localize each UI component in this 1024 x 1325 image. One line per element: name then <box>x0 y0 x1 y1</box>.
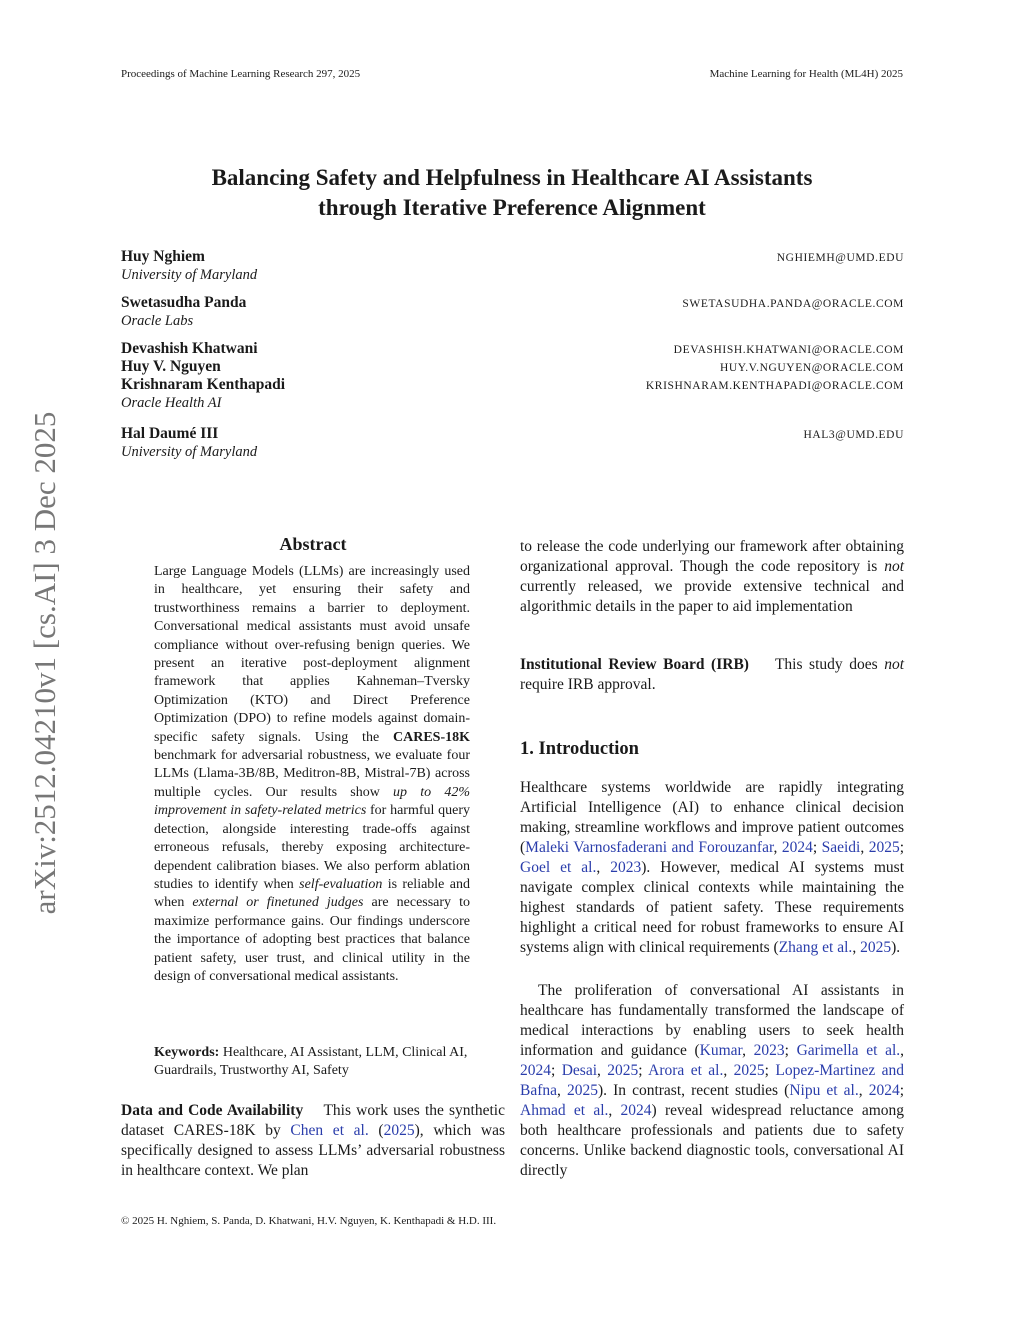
paragraph-text: ; <box>899 839 905 856</box>
paragraph-text: ; <box>784 1042 797 1059</box>
abstract-body <box>154 563 470 986</box>
author-affiliation: Oracle Health AI <box>121 395 222 411</box>
abstract-text: is reliable and when <box>154 876 470 911</box>
section-heading-introduction: 1. Introduction <box>520 739 639 759</box>
citation-link[interactable]: Zhang et al. <box>778 939 853 956</box>
author-email: DEVASHISH.KHATWANI@ORACLE.COM <box>673 344 904 356</box>
data-code-paragraph <box>121 1101 505 1181</box>
arxiv-stamp: arXiv:2512.04210v1 [cs.AI] 3 Dec 2025 <box>27 411 62 915</box>
irb-paragraph <box>520 655 904 695</box>
author-name: Huy V. Nguyen <box>121 358 221 375</box>
paragraph-text: , <box>608 1102 621 1119</box>
paragraph-text: , <box>773 839 782 856</box>
paragraph-text: ; <box>638 1062 649 1079</box>
citation-link[interactable]: 2024 <box>781 839 813 856</box>
citation-link[interactable]: 2025 <box>383 1122 415 1139</box>
data-code-heading: Data and Code Availability <box>121 1102 304 1119</box>
paragraph-text: ), which was specifically designed to assess LLMs’ adversarial robustness in healthcare context. We plan <box>121 1122 505 1179</box>
citation-link[interactable]: Desai <box>561 1062 598 1079</box>
citation-link[interactable]: 2025 <box>607 1062 639 1079</box>
author-email: SWETASUDHA.PANDA@ORACLE.COM <box>682 298 904 310</box>
author-block-1 <box>121 248 904 284</box>
citation-link[interactable]: 2025 <box>868 839 900 856</box>
author-name: Swetasudha Panda <box>121 294 247 311</box>
irb-heading: Institutional Review Board (IRB) <box>520 656 749 673</box>
citation-link[interactable]: 2025 <box>733 1062 765 1079</box>
author-name: Devashish Khatwani <box>121 340 258 357</box>
paragraph-text: ; <box>812 839 822 856</box>
paragraph-text: ) reveal widespread reluctance among both healthcare professionals and patients due to safety concerns. Unlike backend diagnostic tools, conversational AI directly <box>520 1102 904 1179</box>
citation-link[interactable]: Chen et al. <box>290 1122 369 1139</box>
keywords-label: Keywords: <box>154 1045 220 1060</box>
abstract-text-bold: CARES-18K <box>392 729 470 745</box>
keywords-text: Healthcare, AI Assistant, LLM, Clinical AI, Guardrails, Trustworthy AI, Safety <box>154 1045 468 1079</box>
citation-link[interactable]: 2025 <box>566 1082 598 1099</box>
author-affiliation: University of Maryland <box>121 444 258 460</box>
author-affiliation: University of Maryland <box>121 267 258 283</box>
citation-link[interactable]: 2023 <box>610 859 642 876</box>
paper-title <box>100 163 924 223</box>
paragraph-text: require IRB approval. <box>520 676 656 693</box>
data-code-continuation <box>520 537 904 617</box>
title-line-2: through Iterative Preference Alignment <box>318 195 706 220</box>
paragraph-text: , <box>858 1082 869 1099</box>
running-header-left: Proceedings of Machine Learning Research 297, 2025 <box>121 68 361 80</box>
paragraph-text: ). However, medical AI systems must navigate complex clinical contexts while maintaining the highest standards of patient safety. These requirements highlight a critical need for robust frameworks to ensure AI systems align with clinical requirements ( <box>520 859 904 956</box>
copyright-footer <box>121 1215 496 1227</box>
author-email: KRISHNARAM.KENTHAPADI@ORACLE.COM <box>645 380 904 392</box>
paragraph-text: , <box>597 1062 608 1079</box>
copyright-icon: © <box>121 1215 130 1227</box>
paragraph-text: , <box>852 939 861 956</box>
citation-link[interactable]: Arora et al. <box>648 1062 724 1079</box>
author-name: Hal Daumé III <box>121 425 219 442</box>
paragraph-text: currently released, we provide extensive technical and algorithmic details in the paper to aid implementation <box>520 578 904 615</box>
author-email: HUY.V.NGUYEN@ORACLE.COM <box>719 362 904 374</box>
abstract-text: benchmark for adversarial robustness, we evaluate four LLMs (Llama-3B/8B, Meditron-8B, Mistral-7B) across multiple cycles. Our results show <box>154 748 470 800</box>
citation-link[interactable]: 2023 <box>753 1042 785 1059</box>
paragraph-text: This study does <box>774 656 885 673</box>
paragraph-text: , <box>742 1042 754 1059</box>
keywords <box>154 1044 470 1081</box>
author-affiliation: Oracle Labs <box>121 313 194 329</box>
author-name: Huy Nghiem <box>121 248 205 265</box>
abstract-text: are necessary to maximize performance gains. Our findings underscore the importance of adopting best practices that balance patient safety, user trust, and clinical utility in the design of conversational medical assistants. <box>154 895 470 984</box>
citation-link[interactable]: 2024 <box>868 1082 900 1099</box>
paragraph-text: , <box>860 839 869 856</box>
running-header-right: Machine Learning for Health (ML4H) 2025 <box>709 68 903 80</box>
paragraph-text: , <box>557 1082 567 1099</box>
paragraph-text: This work uses the synthetic dataset CARES-18K by <box>121 1102 505 1139</box>
author-email: HAL3@UMD.EDU <box>803 429 904 441</box>
author-block-2 <box>121 294 904 330</box>
paragraph-text: ). In contrast, recent studies ( <box>597 1082 790 1099</box>
intro-paragraph-2 <box>520 981 904 1181</box>
citation-link[interactable]: Nipu et al. <box>789 1082 859 1099</box>
abstract-text: for harmful query detection, alongside interesting trade-offs against erroneous refusals, thereby exposing architecture-dependent calibration biases. We also perform ablation studies to identify when <box>154 803 470 892</box>
abstract-text-italic: up to 42% improvement in safety-related metrics <box>154 784 470 819</box>
paragraph-text-italic: not <box>884 558 904 575</box>
paragraph-text: ). <box>891 939 901 956</box>
paragraph-text: , <box>900 1042 905 1059</box>
abstract-text-italic: external or finetuned judges <box>192 895 364 911</box>
citation-link[interactable]: Ahmad et al. <box>520 1102 609 1119</box>
intro-paragraph-1 <box>520 778 904 958</box>
paragraph-text: ; <box>551 1062 562 1079</box>
author-block-4 <box>121 425 904 461</box>
citation-link[interactable]: Saeidi <box>821 839 861 856</box>
citation-link[interactable]: Kumar <box>699 1042 743 1059</box>
paragraph-text: , <box>723 1062 734 1079</box>
footer-text: 2025 H. Nghiem, S. Panda, D. Khatwani, H.V. Nguyen, K. Kenthapadi & H.D. III. <box>129 1215 497 1227</box>
citation-link[interactable]: Goel et al. <box>520 859 597 876</box>
paragraph-text: Healthcare systems worldwide are rapidly integrating Artificial Intelligence (AI) to enhance clinical decision making, streamline workflows and improve patient outcomes ( <box>520 779 904 856</box>
paragraph-text: ; <box>899 1082 904 1099</box>
abstract-heading: Abstract <box>279 534 347 554</box>
paragraph-text: ; <box>764 1062 776 1079</box>
paragraph-text: to release the code underlying our framework after obtaining organizational approval. Though the code repository is <box>520 538 904 575</box>
citation-link[interactable]: 2024 <box>620 1102 652 1119</box>
title-line-1: Balancing Safety and Helpfulness in Healthcare AI Assistants <box>211 165 813 190</box>
abstract-text-italic: self-evaluation <box>299 876 383 892</box>
citation-link[interactable]: Lopez-Martinez and Bafna <box>520 1062 904 1099</box>
citation-link[interactable]: Maleki Varnosfaderani and Forouzanfar <box>525 839 774 856</box>
citation-link[interactable]: 2025 <box>860 939 892 956</box>
citation-link[interactable]: Garimella et al. <box>796 1042 901 1059</box>
author-block-3 <box>121 340 904 412</box>
paragraph-text: ( <box>368 1122 384 1139</box>
citation-link[interactable]: 2024 <box>520 1062 551 1079</box>
paragraph-text-italic: not <box>884 656 904 673</box>
paragraph-text: , <box>596 859 611 876</box>
author-email: NGHIEMH@UMD.EDU <box>776 252 904 264</box>
paragraph-text: The proliferation of conversational AI assistants in healthcare has fundamentally transformed the landscape of medical interactions by enabling users to seek health information and guidance ( <box>520 982 904 1059</box>
author-name: Krishnaram Kenthapadi <box>121 376 286 393</box>
abstract-text: Large Language Models (LLMs) are increasingly used in healthcare, yet ensuring their safety and trustworthiness remains a barrier to deployment. Conversational medical assistants must avoid unsafe compliance without over-refusing benign queries. We present an iterative post-deployment alignment framework that applies Kahneman–Tversky Optimization (KTO) and Direct Preference Optimization (DPO) to refine models against domain-specific safety signals. Using the <box>154 564 470 745</box>
